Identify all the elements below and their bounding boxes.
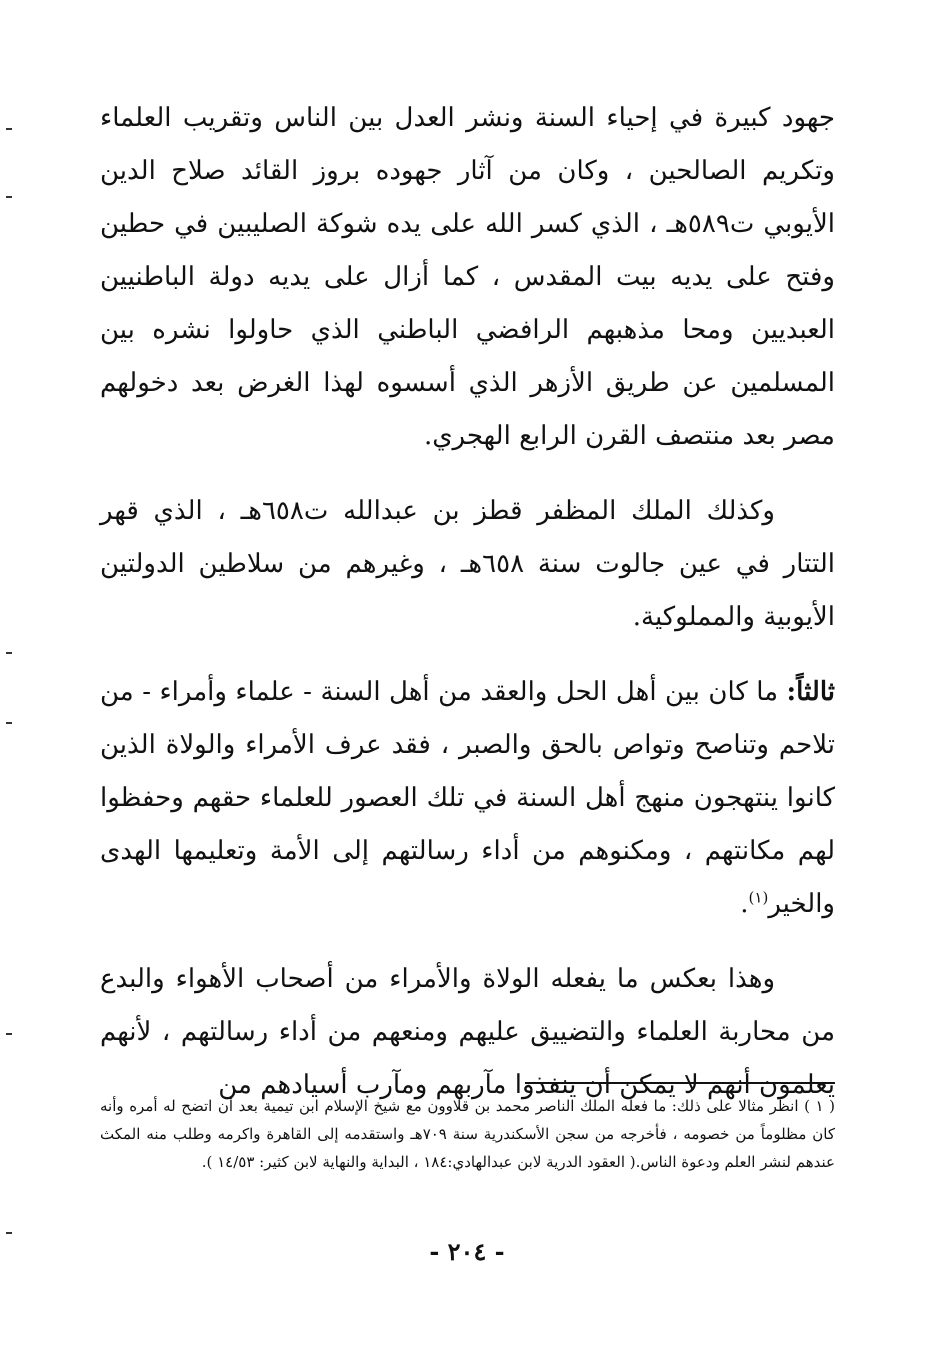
page-number: - ٢٠٤ - (429, 1237, 505, 1266)
paragraph-3 (100, 666, 835, 931)
scan-edge-mark (6, 196, 12, 198)
footnote (100, 1092, 835, 1176)
paragraph-3-text: ما كان بين أهل الحل والعقد من أهل السنة - علماء وأمراء - من تلاحم وتناصح وتواص بالحق والصبر ، فقد عرف الأمراء والولاة الذين كانوا ينتهجون منهج أهل السنة في تلك العصور للعلماء حقهم وحفظوا لهم مكانتهم ، ومكنوهم من أداء رسالتهم إلى الأمة وتعليمها الهدى والخير (100, 677, 835, 919)
paragraph-4-text: وهذا بعكس ما يفعله الولاة والأمراء من أصحاب الأهواء والبدع من محاربة العلماء والتضييق عليهم ومنعهم من أداء رسالتهم ، لأنهم يعلمون أنهم لا يمكن أن ينفذوا مآربهم ومآرب أسيادهم من (100, 964, 835, 1100)
paragraph-2 (100, 485, 835, 644)
scan-edge-mark (6, 1232, 12, 1234)
scan-edge-mark (6, 722, 12, 724)
footnote-text: ( ١ ) انظر مثالا على ذلك: ما فعله الملك الناصر محمد بن قلاوون مع شيخ الإسلام ابن تيمية بعد أن اتضح له أمره وأنه كان مظلوماً من خصومه ، فأخرجه من سجن الأسكندرية سنة ٧٠٩هـ واستقدمه إلى القاهرة واكرمه وطلب منه المكث عندهم لنشر العلم ودعوة الناس.( العقود الدرية لابن عبدالهادي:١٨٤ ، البداية والنهاية لابن كثير: ١٤/٥٣ ). (100, 1097, 836, 1171)
paragraph-4 (100, 953, 835, 1112)
scan-edge-mark (6, 128, 12, 130)
main-text (100, 92, 835, 1134)
scan-edge-mark (6, 652, 12, 654)
footnote-reference: (١) (748, 888, 769, 907)
footnote-separator (525, 1082, 835, 1084)
paragraph-2-text: وكذلك الملك المظفر قطز بن عبدالله ت٦٥٨هـ ، الذي قهر التتار في عين جالوت سنة ٦٥٨هـ ، وغيرهم من سلاطين الدولتين الأيوبية والمملوكية. (100, 496, 835, 632)
paragraph-3-end: . (740, 889, 749, 919)
paragraph-3-lead: ثالثاً: (786, 677, 835, 707)
paragraph-1-text: جهود كبيرة في إحياء السنة ونشر العدل بين الناس وتقريب العلماء وتكريم الصالحين ، وكان من آثار جهوده بروز القائد صلاح الدين الأيوبي ت٥٨٩هـ ، الذي كسر الله على يده شوكة الصليبين في حطين وفتح على يديه بيت المقدس ، كما أزال على يديه دولة الباطنيين العبديين ومحا مذهبهم الرافضي الباطني الذي حاولوا نشره بين المسلمين عن طريق الأزهر الذي أسسوه لهذا الغرض بعد دخولهم مصر بعد منتصف القرن الرابع الهجري. (100, 103, 835, 451)
scan-edge-mark (6, 1033, 12, 1035)
paragraph-1 (100, 92, 835, 463)
